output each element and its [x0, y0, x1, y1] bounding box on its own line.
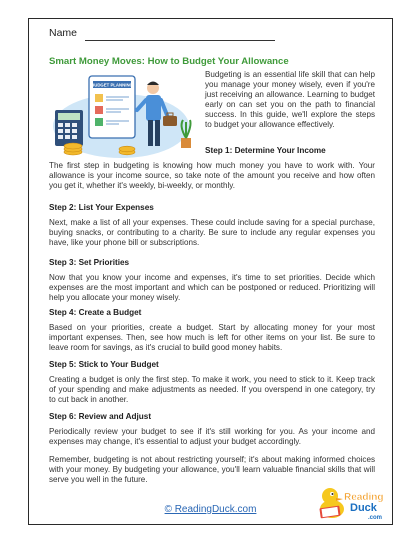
intro-paragraph: Budgeting is an essential life skill that can help you manage your money wisely, even if you're just receiving an allowance. Learning to budget early on can set you on the path to financial success. In this guide, we'll explore the steps to budget your allowance effectively.	[205, 70, 375, 130]
step-1-heading: Step 1: Determine Your Income	[205, 146, 326, 155]
conclusion-paragraph: Remember, budgeting is not about restricting yourself; it's about making informed choices with your money. By budgeting your allowance, you'll learn valuable financial skills that will serve you well in the future.	[49, 455, 375, 485]
worksheet-page	[28, 18, 393, 525]
step-1-text: The first step in budgeting is knowing how much money you have to work with. Your allowance is your income source, so take note of the amount you receive and how often you get it, whether it's weekly, bi-weekly, or monthly.	[49, 161, 375, 191]
step-2-text: Next, make a list of all your expenses. These could include saving for a special purchase, buying snacks, or contributing to a charity. Be sure to include any regular expenses you have, like your phone bill or subscriptions.	[49, 218, 375, 248]
logo-text-duck: Duck	[350, 502, 377, 514]
step-3-text: Now that you know your income and expenses, it's time to set priorities. Decide which expenses are the most important and which can be postponed or reduced. Prioritizing will help you allocate your money wisely.	[49, 273, 375, 303]
step-6-text: Periodically review your budget to see if it's still working for you. As your income and expenses may change, it's essential to adjust your budget accordingly.	[49, 427, 375, 447]
step-2-heading: Step 2: List Your Expenses	[49, 203, 154, 212]
logo-text-reading: Reading	[344, 492, 384, 503]
illustration-sign-text: BUDGET PLANNING	[91, 82, 133, 88]
step-3-heading: Step 3: Set Priorities	[49, 258, 130, 267]
readingduck-link[interactable]: © ReadingDuck.com	[164, 504, 257, 515]
step-4-text: Based on your priorities, create a budget. Start by allocating money for your most important expenses. Then, see how much is left for other items on your list. Be sure to leave room for savings, as it's crucial to build good money habits.	[49, 323, 375, 353]
readingduck-logo	[316, 481, 390, 523]
page-title: Smart Money Moves: How to Budget Your Allowance	[49, 56, 289, 67]
step-6-heading: Step 6: Review and Adjust	[49, 412, 152, 421]
step-5-text: Creating a budget is only the first step. To make it work, you need to stick to it. Keep track of your spending and make adjustments as needed. If you overspend in one category, try to cut back in another.	[49, 375, 375, 405]
logo-text-com: .com	[368, 515, 383, 521]
step-4-heading: Step 4: Create a Budget	[49, 308, 142, 317]
budget-planning-illustration	[49, 70, 197, 160]
name-field-line[interactable]	[85, 40, 275, 41]
step-5-heading: Step 5: Stick to Your Budget	[49, 360, 159, 369]
name-label: Name	[49, 27, 78, 39]
